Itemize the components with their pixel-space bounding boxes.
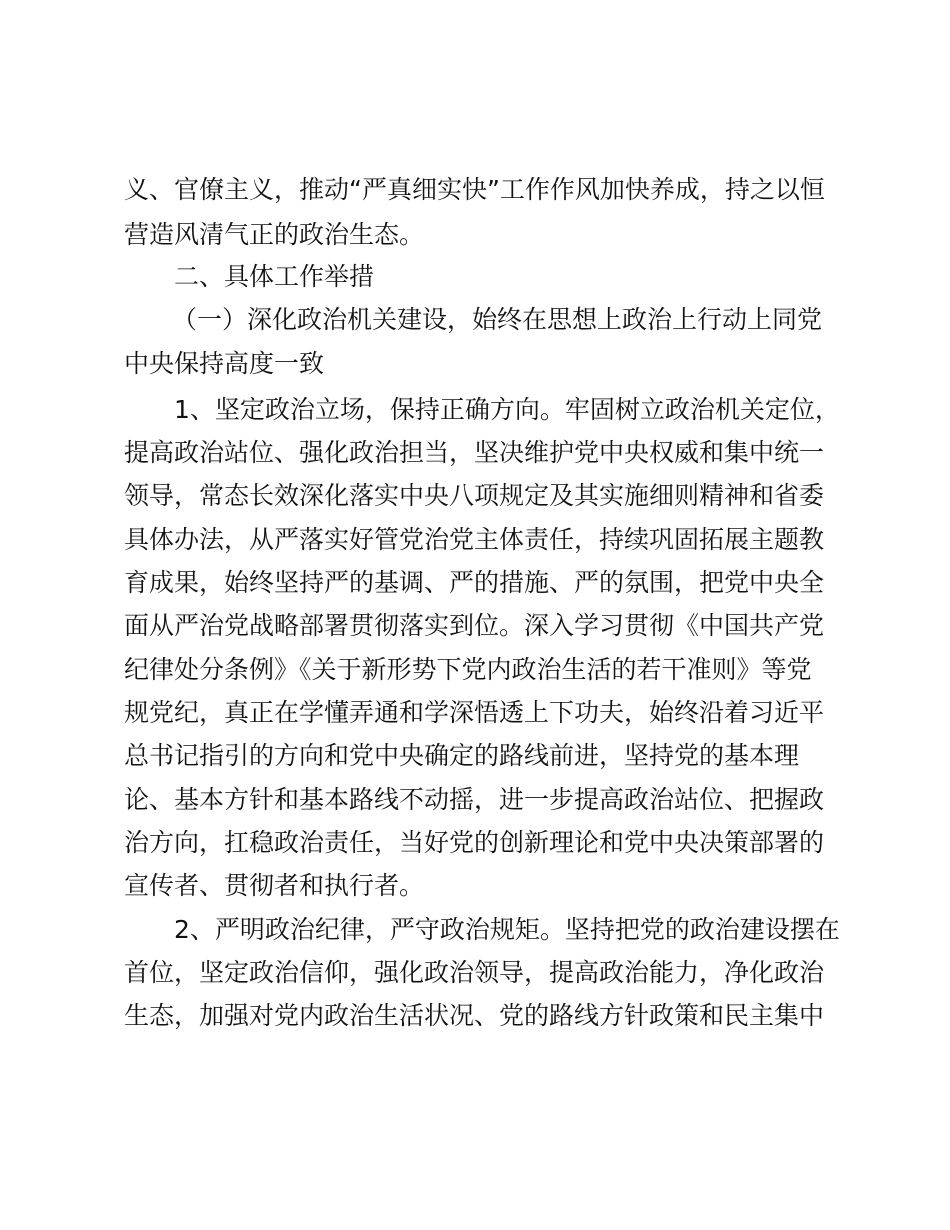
text-line: 首位，坚定政治信仰，强化政治领导，提高政治能力，净化政治 bbox=[124, 958, 825, 987]
subsection-heading-continued: 中央保持高度一致 bbox=[124, 349, 325, 378]
subsection-heading: （一）深化政治机关建设，始终在思想上政治上行动上同党 bbox=[172, 305, 823, 334]
text-line: 义、官僚主义，推动“严真细实快”工作作风加快养成，持之以恒 bbox=[124, 175, 825, 204]
text-line: 营造风清气正的政治生态。 bbox=[124, 220, 425, 249]
text-line: 领导，常态长效深化落实中央八项规定及其实施细则精神和省委 bbox=[124, 481, 825, 510]
text-line: 提高政治站位、强化政治担当，坚决维护党中央权威和集中统一 bbox=[124, 438, 825, 467]
text-line: 生态，加强对党内政治生活状况、党的路线方针政策和民主集中 bbox=[124, 1001, 825, 1030]
text-line: 面从严治党战略部署贯彻落实到位。深入学习贯彻《中国共产党 bbox=[124, 611, 825, 640]
text-line: 论、基本方针和基本路线不动摇，进一步提高政治站位、把握政 bbox=[124, 785, 825, 814]
text-line: 总书记指引的方向和党中央确定的路线前进，坚持党的基本理 bbox=[124, 741, 800, 770]
text-line: 规党纪，真正在学懂弄通和学深悟透上下功夫，始终沿着习近平 bbox=[124, 698, 825, 727]
text-line: 育成果，始终坚持严的基调、严的措施、严的氛围，把党中央全 bbox=[124, 568, 825, 597]
text-line: 具体办法，从严落实好管党治党主体责任，持续巩固拓展主题教 bbox=[124, 525, 825, 554]
text-line: 宣传者、贯彻者和执行者。 bbox=[124, 871, 425, 900]
paragraph-2-start: 2、严明政治纪律，严守政治规矩。坚持把党的政治建设摆在 bbox=[174, 915, 840, 944]
text-line: 治方向，扛稳政治责任，当好党的创新理论和党中央决策部署的 bbox=[124, 828, 825, 857]
section-heading: 二、具体工作举措 bbox=[174, 262, 375, 291]
paragraph-1-start: 1、坚定政治立场，保持正确方向。牢固树立政治机关定位， bbox=[174, 395, 840, 424]
text-line: 纪律处分条例》《关于新形势下党内政治生活的若干准则》等党 bbox=[124, 655, 812, 684]
